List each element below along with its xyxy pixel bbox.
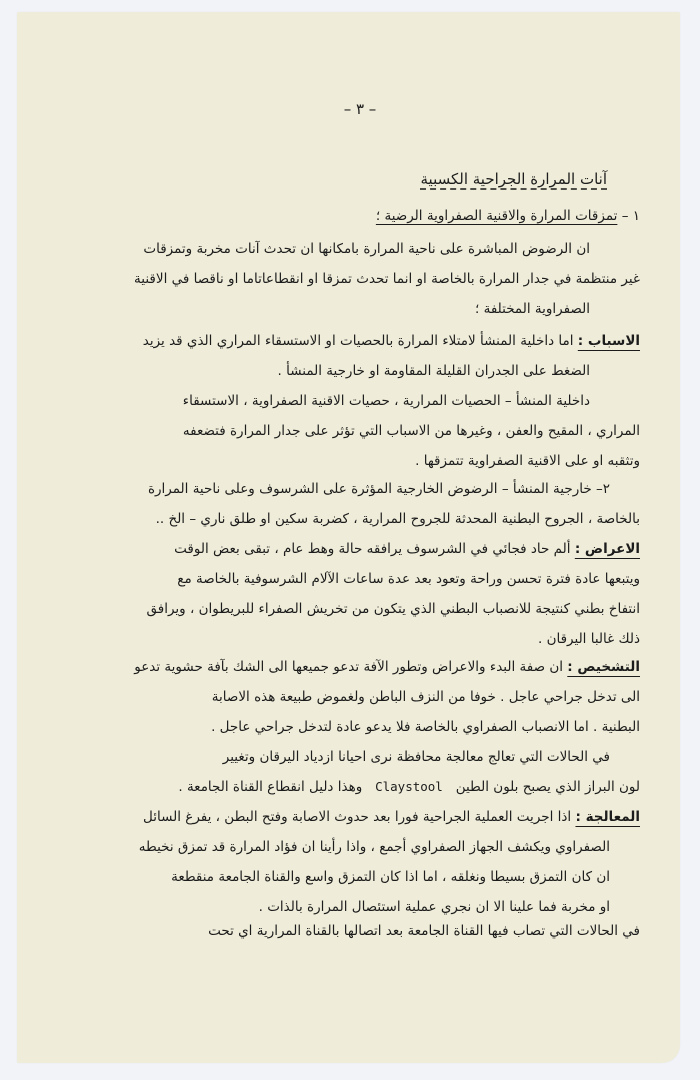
diagnosis-paragraph	[50, 652, 640, 742]
text-line: الصفراوي ويكشف الجهاز الصفراوي أجمع ، واذا رأينا ان فؤاد المرارة قد تمزق نخيطه	[138, 839, 610, 855]
text-line: ويتبعها عادة فترة تحسن وراحة وتعود بعد عدة ساعات الآلام الشرسوفية بالخاصة مع	[177, 571, 640, 587]
text-line: الضغط على الجدران القليلة المقاومة او خارجية المنشأ .	[277, 363, 590, 379]
external-origin-paragraph	[50, 474, 640, 534]
internal-origin-paragraph	[50, 386, 640, 476]
text-line: ٢– خارجية المنشأ – الرضوض الخارجية المؤثرة على الشرسوف وعلى ناحية المرارة	[147, 481, 610, 497]
text-line: اما داخلية المنشأ لامتلاء المرارة بالحصيات او الاستسقاء المراري الذي قد يزيد	[142, 333, 574, 349]
text-line: ان صفة البدء والاعراض وتطور الآفة تدعو جميعها الى الشك بآفة حشوية تدعو	[134, 659, 563, 675]
page-number: – ٣ –	[343, 100, 377, 118]
latin-term: Claystool	[375, 779, 443, 794]
intro-paragraph	[50, 234, 640, 324]
text-line: الصفراوية المختلفة ؛	[475, 301, 590, 317]
text-line: انتفاخ بطني كنتيجة للانصباب البطني الذي يتكون من تخريش الصفراء للبريطوان ، ويرافق	[146, 601, 640, 617]
text-line: ألم حاد فجائي في الشرسوف يرافقه حالة وهط عام ، تبقى بعض الوقت	[174, 541, 571, 557]
text-line: ان كان التمزق بسيطا ونغلقه ، اما اذا كان التمزق واسع والقناة الجامعة منقطعة	[171, 869, 610, 885]
text-line: او مخربة فما علينا الا ان نجري عملية استئصال المرارة بالذات .	[258, 899, 610, 915]
text-line: داخلية المنشأ – الحصيات المرارية ، حصيات الاقنية الصفراوية ، الاستسقاء	[182, 393, 590, 409]
text-line: غير منتظمة في جدار المرارة بالخاصة او انما تحدث تمزقا او انقطاعاتاما او ناقصا في الاقنية	[134, 271, 640, 287]
symptoms-paragraph	[50, 534, 640, 654]
final-paragraph	[50, 916, 640, 946]
text-segment: لون البراز الذي يصبح بلون الطين	[455, 779, 640, 795]
text-line: المراري ، المقيح والعفن ، وغيرها من الاسباب التي تؤثر على جدار المرارة فتضعفه	[182, 423, 640, 439]
symptoms-label: الاعراض :	[574, 541, 640, 557]
text-line: اذا اجريت العملية الجراحية فورا بعد حدوث الاصابة وفتح البطن ، يفرغ السائل	[142, 809, 572, 825]
document-title: آنات المرارة الجراحية الكسبية	[420, 170, 607, 188]
text-line: بالخاصة ، الجروح البطنية المحدثة للجروح المرارية ، كضربة سكين او طلق ناري – الخ ..	[155, 511, 640, 527]
section-heading-text: تمزقات المرارة والاقنية الصفراوية الرضية ؛	[375, 208, 618, 224]
text-line: في الحالات التي تعالج معالجة محافظة نرى احيانا ازدياد اليرقان وتغيير	[222, 749, 610, 765]
text-line: الى تدخل جراحي عاجل . خوفا من النزف الباطن ولغموض طبيعة هذه الاصابة	[211, 689, 640, 705]
causes-paragraph	[50, 326, 640, 386]
treatment-paragraph	[50, 802, 640, 922]
text-line: ان الرضوض المباشرة على ناحية المرارة بامكانها ان تحدث آنات مخربة وتمزقات	[143, 241, 590, 257]
text-line: في الحالات التي تصاب فيها القناة الجامعة بعد اتصالها بالقناة المرارية اي تحت	[208, 923, 640, 939]
section-heading	[190, 208, 640, 224]
causes-label: الاسباب :	[577, 333, 640, 349]
diagnosis-label: التشخيص :	[567, 659, 640, 675]
text-segment: وهذا دليل انقطاع القناة الجامعة .	[178, 779, 363, 795]
section-number: ١ –	[621, 208, 640, 224]
text-line: ذلك غالبا اليرقان .	[537, 631, 640, 647]
conservative-treatment-paragraph	[50, 742, 640, 802]
treatment-label: المعالجة :	[575, 809, 640, 825]
text-line: البطنية . اما الانصباب الصفراوي بالخاصة فلا يدعو عادة لتدخل جراحي عاجل .	[211, 719, 640, 735]
text-line: وتثقبه او على الاقنية الصفراوية تتمزقها .	[415, 453, 640, 469]
